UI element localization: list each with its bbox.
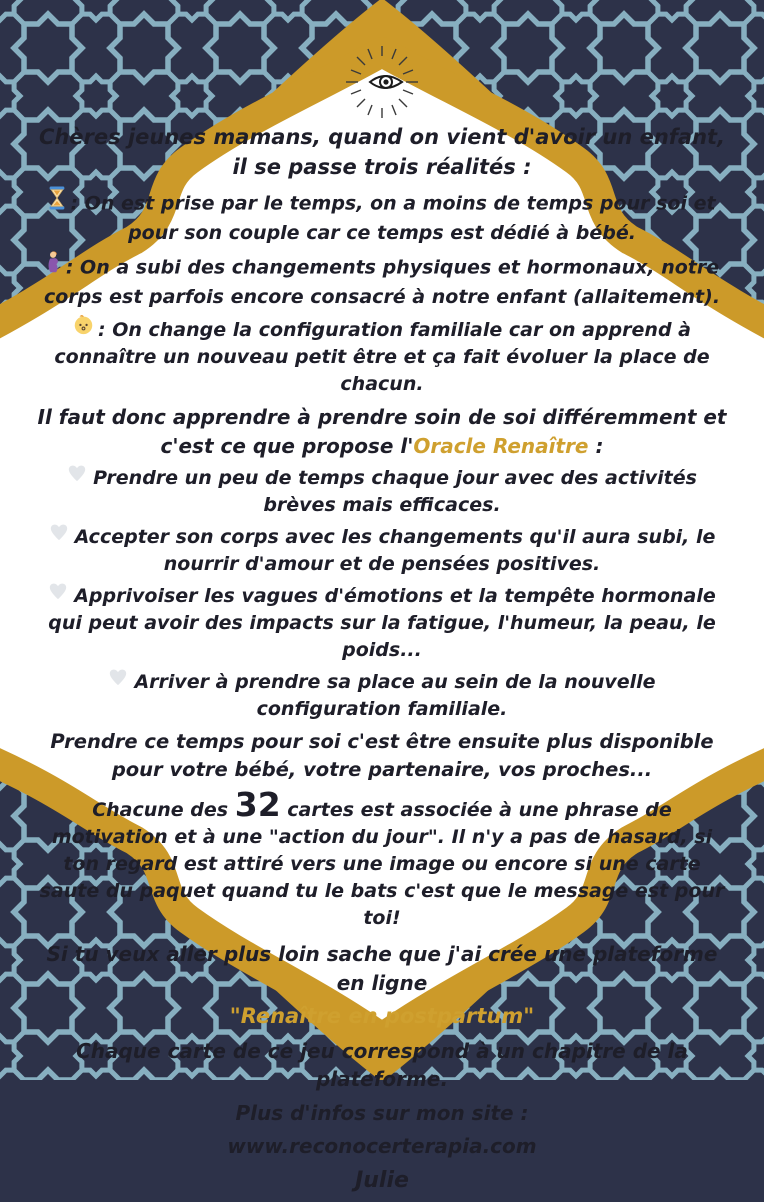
heart-icon (48, 581, 68, 608)
benefit-text: Prendre un peu de temps chaque jour avec des activités brèves mais efficaces. (93, 467, 697, 517)
transition-tail: : (588, 433, 604, 458)
reality-item-family (34, 316, 730, 399)
platform-intro: Si tu veux aller plus loin sache que j'ai crée une plateforme en ligne (46, 942, 718, 995)
signature: Julie (355, 1168, 409, 1194)
reality-item-time (34, 188, 730, 247)
card-content (34, 46, 730, 1202)
site-url: www.reconocerterapia.com (227, 1133, 537, 1158)
heart-icon (67, 463, 87, 490)
sun-crescent-eye-icon (330, 46, 434, 118)
benefit-item (34, 583, 730, 664)
transition-lead: Il faut donc apprendre à prendre soin de soi différemment et c'est ce que propose l' (37, 405, 727, 458)
pregnant-woman-icon (45, 250, 62, 282)
baby-icon (73, 314, 94, 343)
benefit-text: Apprivoiser les vagues d'émotions et la tempête hormonale qui peut avoir des impacts sur la fatigue, l'humeur, la peau, le poids... (48, 585, 716, 662)
site-info: Plus d'infos sur mon site : (235, 1100, 529, 1125)
transition-text (34, 403, 730, 460)
card-count: 32 (234, 785, 281, 825)
cards-paragraph (34, 785, 730, 932)
benefit-item (34, 524, 730, 578)
heart-icon (49, 522, 69, 549)
closing-text: Prendre ce temps pour soi c'est être ensuite plus disponible pour votre bébé, votre partenaire, vos proches... (50, 729, 714, 781)
benefit-text: Accepter son corps avec les changements qu'il aura subi, le nourrir d'amour et de pensées positives. (74, 526, 716, 576)
oracle-name-highlight: Oracle Renaître (413, 433, 589, 458)
cards-lead: Chacune des (92, 799, 235, 822)
reality-text: : On change la configuration familiale car on apprend à connaître un nouveau petit être et ça fait évoluer la place de chacun. (54, 318, 710, 396)
intro-text: Chères jeunes mamans, quand on vient d'avoir un enfant, il se passe trois réalités : (38, 125, 726, 179)
benefit-item (34, 669, 730, 723)
benefit-item (34, 465, 730, 519)
hourglass-icon (48, 186, 66, 218)
reality-text: : On a subi des changements physiques et hormonaux, notre corps est parfois encore consacré à notre enfant (allaitement). (43, 256, 721, 308)
heart-icon (108, 667, 128, 694)
reality-item-body (34, 252, 730, 311)
platform-name: "Renaître en postpartum" (229, 1003, 535, 1028)
platform-desc: Chaque carte de ce jeu correspond à un chapitre de la plateforme. (76, 1038, 688, 1092)
reality-text: : On est prise par le temps, on a moins de temps pour soi et pour son couple car ce temps est dédié à bébé. (70, 192, 716, 244)
cards-tail: cartes est associée à une phrase de motivation et à une "action du jour". Il n'y a pas de hasard, si ton regard est attiré vers une image ou encore si une carte saute du paquet quand tu le bats c'est que le message est pour toi! (39, 799, 725, 930)
benefit-text: Arriver à prendre sa place au sein de la nouvelle configuration familiale. (134, 671, 656, 720)
